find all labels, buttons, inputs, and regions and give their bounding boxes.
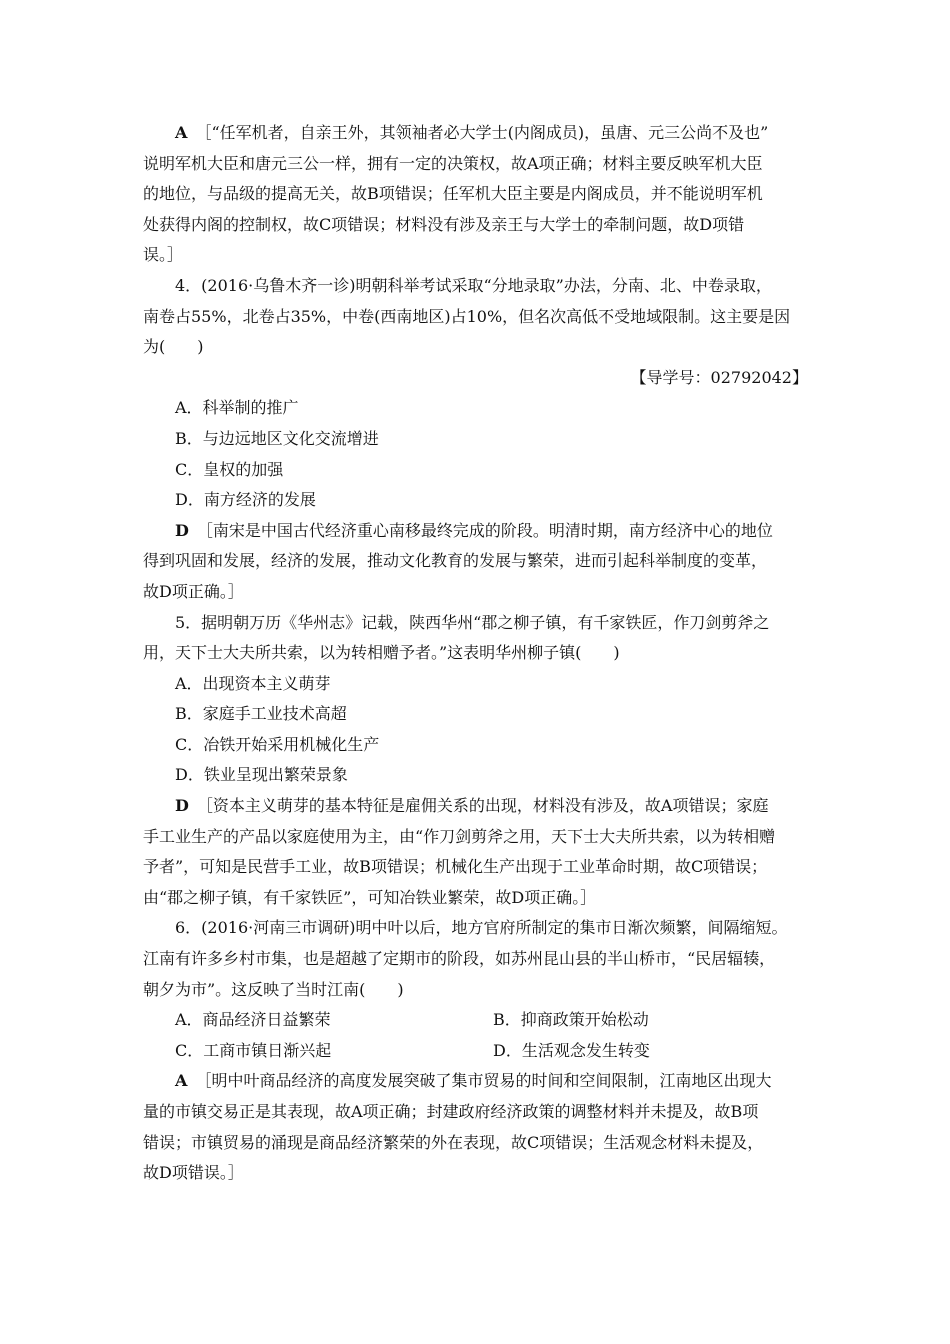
document-page [143,118,808,1189]
question-line: 江南有许多乡村市集，也是超越了定期市的阶段，如苏州昆山县的半山桥市，“民居辐辏， [143,949,776,969]
answer-line: 由“郡之柳子镇，有千家铁匠”，可知冶铁业繁荣，故D项正确。］ [143,887,597,907]
option-d: D．南方经济的发展 [175,490,316,510]
option-b: B．抑商政策开始松动 [493,1010,649,1030]
option-row [143,1005,808,1036]
question-line: 南卷占55%，北卷占35%，中卷(西南地区)占10%，但名次高低不受地域限制。这主要是因 [143,306,791,326]
answer-line: 的地位，与品级的提高无关，故B项错误；任军机大臣主要是内阁成员，并不能说明军机 [143,184,763,204]
answer-line: A ［明中叶商品经济的高度发展突破了集市贸易的时间和空间限制，江南地区出现大 [175,1071,772,1091]
answer-block-3 [143,118,808,271]
option-d: D．铁业呈现出繁荣景象 [175,765,348,785]
question-line: 为( ) [143,337,204,357]
question-6 [143,913,808,1188]
option-c: C．工商市镇日渐兴起 [175,1040,332,1060]
option-a: A．科举制的推广 [175,398,299,418]
answer-line: 处获得内阁的控制权，故C项错误；材料没有涉及亲王与大学士的牵制问题，故D项错 [143,214,745,234]
option-row [143,1036,808,1067]
answer-line: 错误；市镇贸易的涌现是商品经济繁荣的外在表现，故C项错误；生活观念材料未提及， [143,1132,764,1152]
answer-line: 故D项正确。］ [143,581,244,601]
answer-line: A ［“任军机者，自亲王外，其领袖者必大学士(内阁成员)，虽唐、元三公尚不及也” [175,123,769,142]
answer-letter: D [175,520,189,540]
option-a: A．出现资本主义萌芽 [175,673,331,693]
option-c: C．冶铁开始采用机械化生产 [175,734,380,754]
option-b: B．与边远地区文化交流增进 [175,428,379,448]
answer-letter: A [175,1071,188,1091]
answer-line: 说明军机大臣和唐元三公一样，拥有一定的决策权，故A项正确；材料主要反映军机大臣 [143,153,763,173]
question-5 [143,608,808,914]
answer-line: D ［南宋是中国古代经济重心南移最终完成的阶段。明清时期，南方经济中心的地位 [175,520,773,540]
answer-line: D ［资本主义萌芽的基本特征是雇佣关系的出现，材料没有涉及，故A项错误；家庭 [175,796,769,816]
answer-letter: D [175,796,189,816]
question-line: 5．据明朝万历《华州志》记载，陕西华州“郡之柳子镇，有千家铁匠，作刀剑剪斧之 [175,612,770,632]
option-d: D．生活观念发生转变 [493,1040,650,1060]
question-4 [143,271,808,608]
option-b: B．家庭手工业技术高超 [175,704,347,724]
answer-letter: A [175,123,188,142]
answer-line: 误。］ [143,245,184,265]
guide-number: 【导学号：02792042】 [630,367,808,387]
question-line: 4．(2016·乌鲁木齐一诊)明朝科举考试采取“分地录取”办法，分南、北、中卷录取， [175,275,772,295]
question-line: 用，天下士大夫所共索，以为转相赠予者。”这表明华州柳子镇( ) [143,643,620,663]
answer-line: 故D项错误。］ [143,1163,244,1183]
answer-line: 手工业生产的产品以家庭使用为主，由“作刀剑剪斧之用，天下士大夫所共索，以为转相赠 [143,826,776,846]
answer-line: 予者”，可知是民营手工业，故B项错误；机械化生产出现于工业革命时期，故C项错误； [143,857,768,877]
option-c: C．皇权的加强 [175,459,284,479]
option-a: A．商品经济日益繁荣 [175,1010,331,1030]
question-line: 6．(2016·河南三市调研)明中叶以后，地方官府所制定的集市日渐次频繁，间隔缩短。 [175,918,788,938]
answer-line: 量的市镇交易正是其表现，故A项正确；封建政府经济政策的调整材料并未提及，故B项 [143,1102,759,1121]
question-line: 朝夕为市”。这反映了当时江南( ) [143,979,404,999]
answer-line: 得到巩固和发展，经济的发展，推动文化教育的发展与繁荣，进而引起科举制度的变革， [143,551,768,571]
